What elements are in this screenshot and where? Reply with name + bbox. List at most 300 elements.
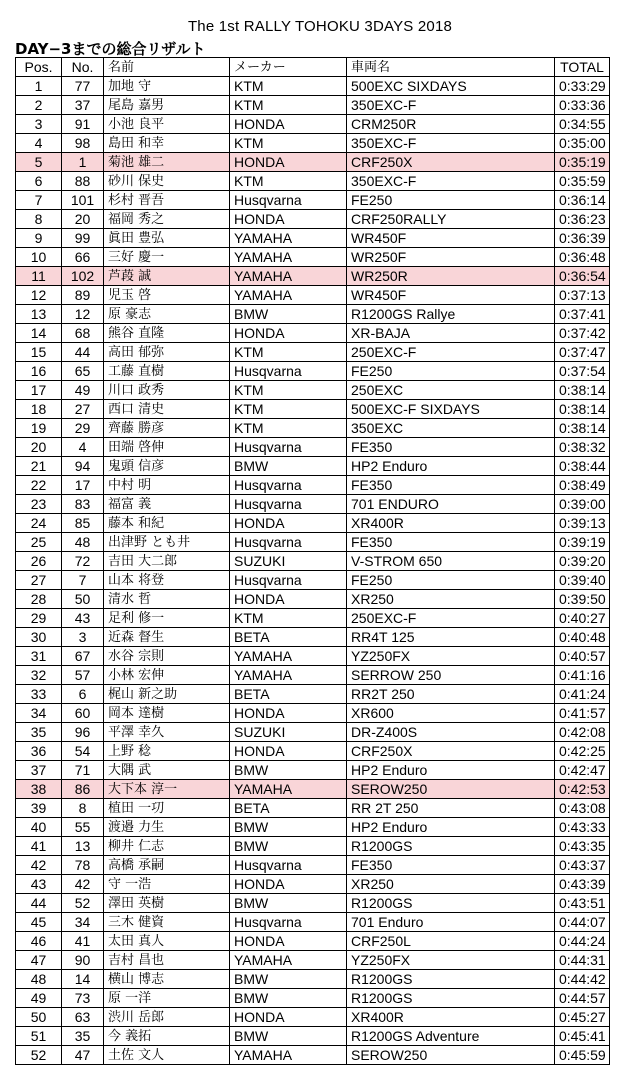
table-row <box>16 666 610 685</box>
cell-name: 出津野 とも井 <box>104 533 230 552</box>
cell-name: 砂川 保史 <box>104 172 230 191</box>
cell-no: 96 <box>62 723 104 742</box>
cell-no: 41 <box>62 932 104 951</box>
cell-no: 71 <box>62 761 104 780</box>
cell-name: 清水 哲 <box>104 590 230 609</box>
cell-name: 守 一浩 <box>104 875 230 894</box>
cell-total: 0:45:27 <box>555 1008 610 1027</box>
cell-total: 0:40:27 <box>555 609 610 628</box>
cell-model: XR-BAJA <box>347 324 555 343</box>
cell-total: 0:40:48 <box>555 628 610 647</box>
cell-name: 鬼頭 信彦 <box>104 457 230 476</box>
cell-total: 0:39:13 <box>555 514 610 533</box>
cell-model: HP2 Enduro <box>347 761 555 780</box>
cell-no: 88 <box>62 172 104 191</box>
cell-pos: 46 <box>16 932 62 951</box>
results-subtitle: DAY−3までの総合リザルト <box>15 40 206 58</box>
cell-name: 大隅 武 <box>104 761 230 780</box>
cell-total: 0:36:39 <box>555 229 610 248</box>
cell-name: 原 一洋 <box>104 989 230 1008</box>
cell-pos: 6 <box>16 172 62 191</box>
cell-total: 0:38:14 <box>555 381 610 400</box>
cell-pos: 24 <box>16 514 62 533</box>
cell-total: 0:37:54 <box>555 362 610 381</box>
cell-total: 0:36:23 <box>555 210 610 229</box>
table-row <box>16 552 610 571</box>
table-row <box>16 210 610 229</box>
table-row <box>16 913 610 932</box>
cell-pos: 13 <box>16 305 62 324</box>
cell-pos: 43 <box>16 875 62 894</box>
cell-model: CRF250L <box>347 932 555 951</box>
cell-pos: 37 <box>16 761 62 780</box>
cell-no: 13 <box>62 837 104 856</box>
cell-pos: 38 <box>16 780 62 799</box>
cell-model: SERROW 250 <box>347 666 555 685</box>
table-row <box>16 647 610 666</box>
cell-no: 67 <box>62 647 104 666</box>
cell-pos: 19 <box>16 419 62 438</box>
cell-model: 701 Enduro <box>347 913 555 932</box>
table-row <box>16 932 610 951</box>
cell-name: 水谷 宗則 <box>104 647 230 666</box>
cell-maker: Husqvarna <box>230 476 347 495</box>
cell-total: 0:44:07 <box>555 913 610 932</box>
cell-no: 14 <box>62 970 104 989</box>
table-row <box>16 609 610 628</box>
cell-model: R1200GS <box>347 837 555 856</box>
cell-model: XR600 <box>347 704 555 723</box>
cell-maker: KTM <box>230 96 347 115</box>
cell-pos: 27 <box>16 571 62 590</box>
cell-maker: KTM <box>230 134 347 153</box>
cell-name: 太田 真人 <box>104 932 230 951</box>
cell-total: 0:39:19 <box>555 533 610 552</box>
cell-name: 菊池 雄二 <box>104 153 230 172</box>
cell-pos: 1 <box>16 77 62 96</box>
cell-name: 上野 稔 <box>104 742 230 761</box>
cell-pos: 11 <box>16 267 62 286</box>
cell-pos: 20 <box>16 438 62 457</box>
cell-no: 50 <box>62 590 104 609</box>
table-row <box>16 837 610 856</box>
cell-total: 0:41:24 <box>555 685 610 704</box>
cell-no: 99 <box>62 229 104 248</box>
cell-maker: BETA <box>230 799 347 818</box>
cell-name: 福富 義 <box>104 495 230 514</box>
cell-maker: BETA <box>230 685 347 704</box>
cell-total: 0:38:49 <box>555 476 610 495</box>
cell-model: HP2 Enduro <box>347 457 555 476</box>
cell-total: 0:44:57 <box>555 989 610 1008</box>
cell-name: 横山 博志 <box>104 970 230 989</box>
cell-model: DR-Z400S <box>347 723 555 742</box>
cell-model: FE350 <box>347 438 555 457</box>
table-row <box>16 362 610 381</box>
cell-no: 78 <box>62 856 104 875</box>
cell-no: 65 <box>62 362 104 381</box>
cell-model: 350EXC-F <box>347 172 555 191</box>
cell-total: 0:39:40 <box>555 571 610 590</box>
cell-maker: Husqvarna <box>230 438 347 457</box>
cell-total: 0:37:42 <box>555 324 610 343</box>
cell-name: 大下本 淳一 <box>104 780 230 799</box>
cell-maker: HONDA <box>230 210 347 229</box>
cell-model: RR4T 125 <box>347 628 555 647</box>
cell-name: 福岡 秀之 <box>104 210 230 229</box>
cell-no: 47 <box>62 1046 104 1065</box>
cell-no: 37 <box>62 96 104 115</box>
results-table <box>15 57 610 1065</box>
cell-no: 102 <box>62 267 104 286</box>
cell-maker: BMW <box>230 837 347 856</box>
table-row <box>16 989 610 1008</box>
cell-maker: BMW <box>230 970 347 989</box>
cell-maker: KTM <box>230 609 347 628</box>
cell-model: R1200GS <box>347 894 555 913</box>
cell-maker: KTM <box>230 400 347 419</box>
cell-pos: 30 <box>16 628 62 647</box>
cell-pos: 34 <box>16 704 62 723</box>
cell-total: 0:43:35 <box>555 837 610 856</box>
header-name: 名前 <box>104 58 230 77</box>
table-row <box>16 1027 610 1046</box>
cell-no: 101 <box>62 191 104 210</box>
cell-pos: 15 <box>16 343 62 362</box>
cell-total: 0:36:48 <box>555 248 610 267</box>
cell-model: WR250R <box>347 267 555 286</box>
cell-maker: HONDA <box>230 742 347 761</box>
cell-maker: YAMAHA <box>230 666 347 685</box>
cell-total: 0:43:37 <box>555 856 610 875</box>
cell-no: 20 <box>62 210 104 229</box>
cell-pos: 29 <box>16 609 62 628</box>
table-row <box>16 172 610 191</box>
table-row <box>16 818 610 837</box>
cell-maker: HONDA <box>230 590 347 609</box>
cell-name: 小池 良平 <box>104 115 230 134</box>
cell-maker: YAMAHA <box>230 1046 347 1065</box>
cell-name: 眞田 豊弘 <box>104 229 230 248</box>
table-row <box>16 856 610 875</box>
cell-total: 0:38:44 <box>555 457 610 476</box>
table-row <box>16 970 610 989</box>
cell-name: 齊藤 勝彦 <box>104 419 230 438</box>
table-row <box>16 742 610 761</box>
table-row <box>16 704 610 723</box>
cell-maker: HONDA <box>230 324 347 343</box>
cell-name: 近森 督生 <box>104 628 230 647</box>
table-row <box>16 894 610 913</box>
cell-name: 杉村 晋吾 <box>104 191 230 210</box>
cell-total: 0:35:19 <box>555 153 610 172</box>
table-row <box>16 134 610 153</box>
cell-total: 0:34:55 <box>555 115 610 134</box>
table-row <box>16 533 610 552</box>
cell-total: 0:44:24 <box>555 932 610 951</box>
cell-pos: 35 <box>16 723 62 742</box>
cell-name: 原 豪志 <box>104 305 230 324</box>
cell-total: 0:38:14 <box>555 400 610 419</box>
cell-maker: SUZUKI <box>230 723 347 742</box>
cell-model: FE350 <box>347 856 555 875</box>
cell-model: 701 ENDURO <box>347 495 555 514</box>
table-row <box>16 1046 610 1065</box>
cell-name: 今 義拓 <box>104 1027 230 1046</box>
cell-no: 8 <box>62 799 104 818</box>
cell-model: WR250F <box>347 248 555 267</box>
cell-total: 0:42:08 <box>555 723 610 742</box>
cell-no: 54 <box>62 742 104 761</box>
cell-maker: HONDA <box>230 1008 347 1027</box>
cell-name: 吉村 昌也 <box>104 951 230 970</box>
cell-model: YZ250FX <box>347 647 555 666</box>
header-model: 車両名 <box>347 58 555 77</box>
cell-model: R1200GS <box>347 989 555 1008</box>
cell-maker: Husqvarna <box>230 533 347 552</box>
cell-model: R1200GS Adventure <box>347 1027 555 1046</box>
cell-pos: 5 <box>16 153 62 172</box>
table-row <box>16 1008 610 1027</box>
cell-pos: 45 <box>16 913 62 932</box>
cell-total: 0:42:47 <box>555 761 610 780</box>
cell-model: CRM250R <box>347 115 555 134</box>
table-row <box>16 438 610 457</box>
cell-total: 0:37:47 <box>555 343 610 362</box>
cell-maker: Husqvarna <box>230 362 347 381</box>
cell-pos: 3 <box>16 115 62 134</box>
header-total: TOTAL <box>555 58 610 77</box>
cell-name: 柳井 仁志 <box>104 837 230 856</box>
cell-name: 高田 郁弥 <box>104 343 230 362</box>
table-row <box>16 229 610 248</box>
cell-maker: YAMAHA <box>230 267 347 286</box>
cell-total: 0:39:50 <box>555 590 610 609</box>
cell-no: 72 <box>62 552 104 571</box>
cell-pos: 36 <box>16 742 62 761</box>
table-row <box>16 115 610 134</box>
cell-total: 0:39:00 <box>555 495 610 514</box>
cell-model: 500EXC-F SIXDAYS <box>347 400 555 419</box>
cell-model: CRF250X <box>347 153 555 172</box>
cell-maker: Husqvarna <box>230 856 347 875</box>
cell-model: V-STROM 650 <box>347 552 555 571</box>
cell-no: 7 <box>62 571 104 590</box>
table-row <box>16 571 610 590</box>
cell-pos: 4 <box>16 134 62 153</box>
cell-pos: 9 <box>16 229 62 248</box>
cell-total: 0:43:51 <box>555 894 610 913</box>
cell-model: XR250 <box>347 590 555 609</box>
table-row <box>16 248 610 267</box>
cell-no: 60 <box>62 704 104 723</box>
table-row <box>16 590 610 609</box>
table-row <box>16 96 610 115</box>
cell-model: YZ250FX <box>347 951 555 970</box>
table-row <box>16 761 610 780</box>
header-no: No. <box>62 58 104 77</box>
cell-no: 68 <box>62 324 104 343</box>
cell-no: 66 <box>62 248 104 267</box>
cell-total: 0:36:54 <box>555 267 610 286</box>
cell-pos: 10 <box>16 248 62 267</box>
cell-no: 90 <box>62 951 104 970</box>
cell-no: 86 <box>62 780 104 799</box>
cell-name: 土佐 文人 <box>104 1046 230 1065</box>
cell-total: 0:41:16 <box>555 666 610 685</box>
cell-maker: KTM <box>230 381 347 400</box>
cell-name: 尾島 嘉男 <box>104 96 230 115</box>
cell-pos: 49 <box>16 989 62 1008</box>
table-row <box>16 191 610 210</box>
cell-maker: HONDA <box>230 875 347 894</box>
cell-name: 梶山 新之助 <box>104 685 230 704</box>
cell-model: RR2T 250 <box>347 685 555 704</box>
cell-maker: HONDA <box>230 514 347 533</box>
cell-pos: 47 <box>16 951 62 970</box>
table-row <box>16 780 610 799</box>
cell-maker: KTM <box>230 343 347 362</box>
cell-name: 芦葮 誠 <box>104 267 230 286</box>
cell-model: CRF250RALLY <box>347 210 555 229</box>
cell-model: FE250 <box>347 362 555 381</box>
cell-no: 3 <box>62 628 104 647</box>
cell-model: FE250 <box>347 571 555 590</box>
cell-name: 渋川 岳郎 <box>104 1008 230 1027</box>
table-row <box>16 381 610 400</box>
cell-pos: 17 <box>16 381 62 400</box>
cell-pos: 33 <box>16 685 62 704</box>
cell-maker: KTM <box>230 172 347 191</box>
cell-name: 平澤 幸久 <box>104 723 230 742</box>
cell-no: 63 <box>62 1008 104 1027</box>
table-row <box>16 153 610 172</box>
cell-model: FE350 <box>347 476 555 495</box>
cell-pos: 8 <box>16 210 62 229</box>
cell-total: 0:43:08 <box>555 799 610 818</box>
cell-pos: 51 <box>16 1027 62 1046</box>
cell-no: 35 <box>62 1027 104 1046</box>
cell-pos: 26 <box>16 552 62 571</box>
cell-total: 0:36:14 <box>555 191 610 210</box>
cell-no: 85 <box>62 514 104 533</box>
cell-total: 0:44:42 <box>555 970 610 989</box>
cell-no: 34 <box>62 913 104 932</box>
cell-total: 0:42:25 <box>555 742 610 761</box>
cell-maker: Husqvarna <box>230 191 347 210</box>
cell-name: 工藤 直樹 <box>104 362 230 381</box>
cell-maker: SUZUKI <box>230 552 347 571</box>
table-row <box>16 457 610 476</box>
cell-maker: BMW <box>230 305 347 324</box>
table-row <box>16 685 610 704</box>
cell-pos: 31 <box>16 647 62 666</box>
cell-model: SEROW250 <box>347 780 555 799</box>
table-row <box>16 305 610 324</box>
cell-name: 高橋 承嗣 <box>104 856 230 875</box>
table-row <box>16 476 610 495</box>
table-row <box>16 267 610 286</box>
cell-pos: 23 <box>16 495 62 514</box>
cell-no: 91 <box>62 115 104 134</box>
cell-no: 44 <box>62 343 104 362</box>
cell-pos: 18 <box>16 400 62 419</box>
cell-total: 0:33:36 <box>555 96 610 115</box>
cell-model: XR400R <box>347 1008 555 1027</box>
table-row <box>16 723 610 742</box>
cell-maker: YAMAHA <box>230 780 347 799</box>
table-row <box>16 77 610 96</box>
cell-pos: 32 <box>16 666 62 685</box>
cell-maker: KTM <box>230 419 347 438</box>
table-row <box>16 286 610 305</box>
cell-total: 0:38:32 <box>555 438 610 457</box>
cell-maker: BETA <box>230 628 347 647</box>
cell-pos: 41 <box>16 837 62 856</box>
results-body <box>16 77 610 1065</box>
cell-total: 0:45:59 <box>555 1046 610 1065</box>
cell-total: 0:37:41 <box>555 305 610 324</box>
cell-model: 500EXC SIXDAYS <box>347 77 555 96</box>
cell-maker: KTM <box>230 77 347 96</box>
cell-no: 42 <box>62 875 104 894</box>
cell-pos: 22 <box>16 476 62 495</box>
cell-pos: 28 <box>16 590 62 609</box>
cell-no: 12 <box>62 305 104 324</box>
cell-total: 0:45:41 <box>555 1027 610 1046</box>
table-row <box>16 799 610 818</box>
cell-no: 27 <box>62 400 104 419</box>
cell-pos: 12 <box>16 286 62 305</box>
cell-pos: 44 <box>16 894 62 913</box>
cell-name: 小林 宏伸 <box>104 666 230 685</box>
cell-pos: 16 <box>16 362 62 381</box>
cell-model: WR450F <box>347 229 555 248</box>
cell-pos: 52 <box>16 1046 62 1065</box>
cell-model: XR250 <box>347 875 555 894</box>
table-row <box>16 419 610 438</box>
cell-name: 岡本 達樹 <box>104 704 230 723</box>
table-row <box>16 951 610 970</box>
cell-model: FE350 <box>347 533 555 552</box>
cell-pos: 48 <box>16 970 62 989</box>
cell-no: 94 <box>62 457 104 476</box>
cell-name: 藤本 和紀 <box>104 514 230 533</box>
cell-no: 83 <box>62 495 104 514</box>
cell-no: 48 <box>62 533 104 552</box>
table-row <box>16 495 610 514</box>
cell-no: 77 <box>62 77 104 96</box>
table-row <box>16 628 610 647</box>
page-title: The 1st RALLY TOHOKU 3DAYS 2018 <box>187 18 453 35</box>
cell-name: 熊谷 直隆 <box>104 324 230 343</box>
cell-name: 吉田 大二郎 <box>104 552 230 571</box>
cell-model: WR450F <box>347 286 555 305</box>
cell-no: 1 <box>62 153 104 172</box>
cell-name: 足利 修一 <box>104 609 230 628</box>
cell-no: 29 <box>62 419 104 438</box>
cell-total: 0:39:20 <box>555 552 610 571</box>
cell-name: 植田 一㓛 <box>104 799 230 818</box>
table-row <box>16 400 610 419</box>
cell-total: 0:35:59 <box>555 172 610 191</box>
cell-maker: YAMAHA <box>230 951 347 970</box>
cell-model: CRF250X <box>347 742 555 761</box>
cell-maker: BMW <box>230 1027 347 1046</box>
cell-maker: Husqvarna <box>230 571 347 590</box>
table-row <box>16 875 610 894</box>
cell-model: 350EXC <box>347 419 555 438</box>
